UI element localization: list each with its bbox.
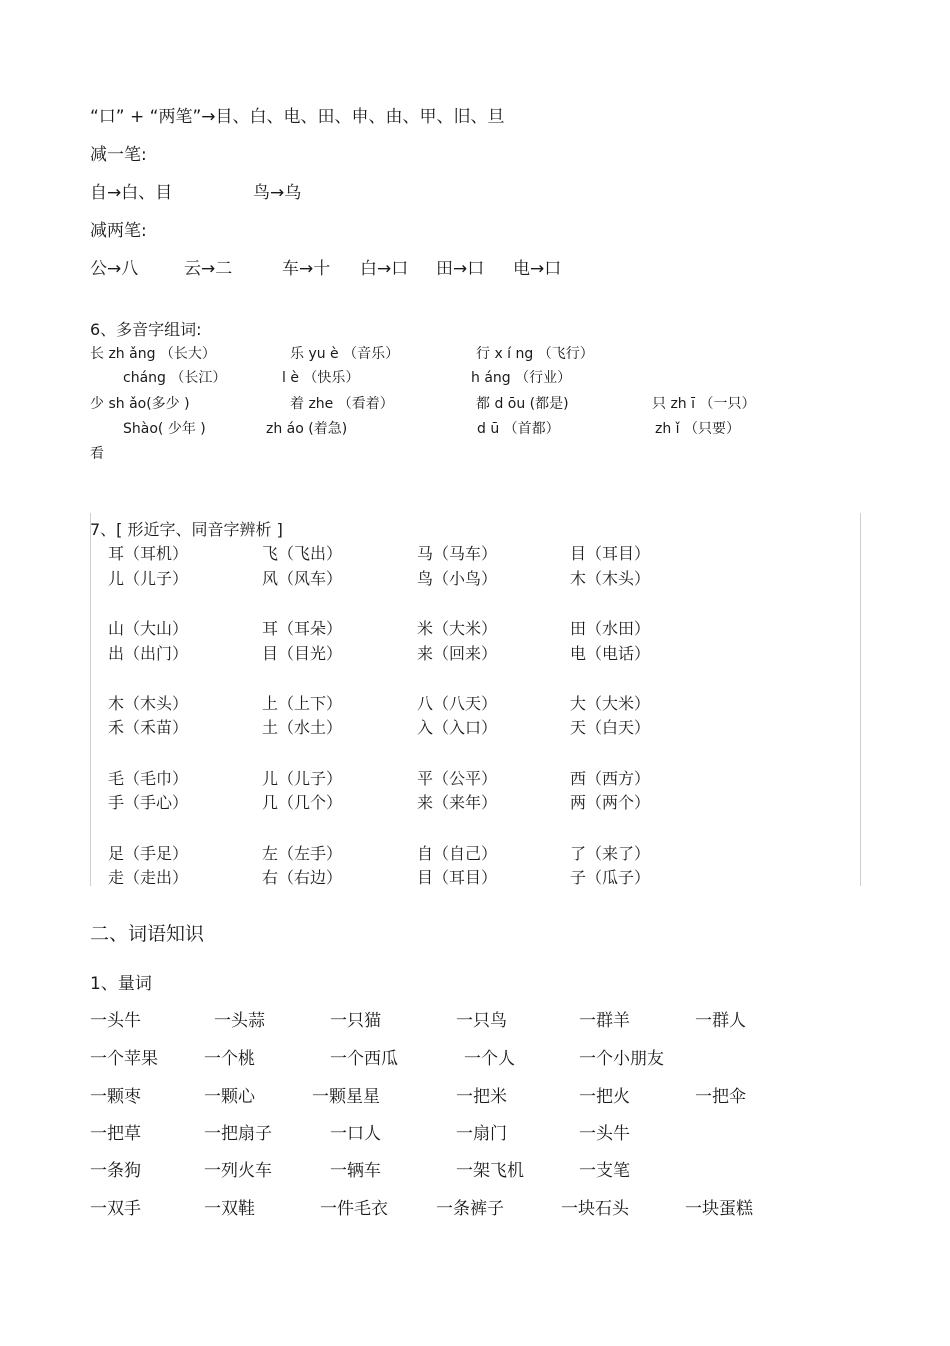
- measure-words-title: 1、量词: [90, 974, 152, 994]
- part-2-heading: 二、词语知识: [90, 923, 205, 945]
- measure-word: 一架飞机: [456, 1161, 524, 1181]
- similar-char-entry: 禾（禾苗）: [108, 718, 189, 737]
- similar-char-entry: 木（木头）: [108, 694, 189, 713]
- measure-word: 一双手: [90, 1199, 141, 1219]
- measure-word: 一把伞: [695, 1087, 746, 1107]
- minus-two-item: 白→口: [360, 259, 409, 279]
- measure-word: 一头牛: [579, 1124, 630, 1144]
- similar-char-entry: 土（水土）: [262, 718, 343, 737]
- minus-one-title: 减一笔:: [90, 145, 147, 165]
- similar-char-entry: 目（耳目）: [417, 868, 498, 887]
- measure-word: 一颗星星: [312, 1087, 380, 1107]
- box-left-border: [90, 513, 91, 886]
- similar-char-entry: 几（几个）: [262, 793, 343, 812]
- measure-word: 一口人: [330, 1124, 381, 1144]
- similar-char-entry: 入（入口）: [417, 718, 498, 737]
- measure-word: 一把扇子: [204, 1124, 272, 1144]
- measure-word: 一个人: [464, 1049, 515, 1069]
- measure-word: 一双鞋: [204, 1199, 255, 1219]
- polyphone-entry: 只 zh ī （一只）: [652, 396, 756, 412]
- polyphone-entry: 着 zhe （看着）: [290, 396, 394, 412]
- similar-char-entry: 来（回来）: [417, 644, 498, 663]
- section-6-title: 6、多音字组词:: [90, 320, 202, 339]
- polyphone-entry: l è （快乐）: [282, 370, 360, 386]
- similar-char-entry: 出（出门）: [108, 644, 189, 663]
- measure-word: 一头牛: [90, 1011, 141, 1031]
- measure-word: 一群人: [695, 1011, 746, 1031]
- measure-word: 一个小朋友: [579, 1049, 664, 1069]
- measure-word: 一把米: [456, 1087, 507, 1107]
- measure-word: 一颗枣: [90, 1087, 141, 1107]
- minus-one-item: 鸟→乌: [253, 183, 302, 203]
- similar-char-entry: 毛（毛巾）: [108, 769, 189, 788]
- polyphone-entry: cháng （长江）: [123, 370, 227, 386]
- similar-char-entry: 耳（耳机）: [108, 544, 189, 563]
- similar-char-entry: 天（白天）: [570, 718, 651, 737]
- measure-word: 一块石头: [561, 1199, 629, 1219]
- measure-word: 一只猫: [330, 1011, 381, 1031]
- similar-char-entry: 右（右边）: [262, 868, 343, 887]
- similar-char-entry: 子（瓜子）: [570, 868, 651, 887]
- measure-word: 一个苹果: [90, 1049, 158, 1069]
- minus-two-item: 云→二: [184, 259, 233, 279]
- similar-char-entry: 八（八天）: [417, 694, 498, 713]
- measure-word: 一扇门: [456, 1124, 507, 1144]
- polyphone-entry: zh ǐ （只要）: [655, 421, 741, 437]
- similar-char-entry: 了（来了）: [570, 844, 651, 863]
- similar-char-entry: 足（手足）: [108, 844, 189, 863]
- polyphone-entry: Shào( 少年 ): [123, 421, 206, 437]
- similar-char-entry: 手（手心）: [108, 793, 189, 812]
- similar-char-entry: 山（大山）: [108, 619, 189, 638]
- similar-char-entry: 大（大米）: [570, 694, 651, 713]
- section-7-title: 7、[ 形近字、同音字辨析 ]: [90, 520, 283, 539]
- polyphone-entry: 少 sh ǎo(多少 ): [90, 396, 190, 412]
- similar-char-entry: 木（木头）: [570, 569, 651, 588]
- measure-word: 一块蛋糕: [685, 1199, 753, 1219]
- similar-char-entry: 儿（儿子）: [262, 769, 343, 788]
- polyphone-entry: 行 x í ng （飞行）: [476, 346, 594, 362]
- polyphone-entry: 看: [90, 446, 104, 462]
- measure-word: 一只鸟: [456, 1011, 507, 1031]
- similar-char-entry: 西（西方）: [570, 769, 651, 788]
- measure-word: 一颗心: [204, 1087, 255, 1107]
- similar-char-entry: 风（风车）: [262, 569, 343, 588]
- minus-one-item: 自→白、目: [90, 183, 173, 203]
- polyphone-entry: zh áo (着急): [266, 421, 348, 437]
- similar-char-entry: 鸟（小鸟）: [417, 569, 498, 588]
- similar-char-entry: 田（水田）: [570, 619, 651, 638]
- similar-char-entry: 走（走出）: [108, 868, 189, 887]
- polyphone-entry: 乐 yu è （音乐）: [290, 346, 400, 362]
- measure-word: 一条狗: [90, 1161, 141, 1181]
- polyphone-entry: d ū （首都）: [477, 421, 560, 437]
- measure-word: 一支笔: [579, 1161, 630, 1181]
- stroke-rule-line: “口” + “两笔”→目、白、电、田、申、由、甲、旧、旦: [90, 107, 505, 127]
- similar-char-entry: 上（上下）: [262, 694, 343, 713]
- minus-two-title: 减两笔:: [90, 221, 147, 241]
- measure-word: 一件毛衣: [320, 1199, 388, 1219]
- polyphone-entry: h áng （行业）: [471, 370, 572, 386]
- similar-char-entry: 儿（儿子）: [108, 569, 189, 588]
- similar-char-entry: 目（耳目）: [570, 544, 651, 563]
- similar-char-entry: 两（两个）: [570, 793, 651, 812]
- minus-two-item: 田→口: [436, 259, 485, 279]
- minus-two-item: 公→八: [90, 259, 139, 279]
- similar-char-entry: 飞（飞出）: [262, 544, 343, 563]
- measure-word: 一个桃: [204, 1049, 255, 1069]
- similar-char-entry: 左（左手）: [262, 844, 343, 863]
- box-right-border: [860, 513, 861, 886]
- measure-word: 一头蒜: [214, 1011, 265, 1031]
- measure-word: 一条裤子: [436, 1199, 504, 1219]
- measure-word: 一把草: [90, 1124, 141, 1144]
- polyphone-entry: 长 zh ǎng （长大）: [90, 346, 216, 362]
- measure-word: 一个西瓜: [330, 1049, 398, 1069]
- minus-two-item: 电→口: [513, 259, 562, 279]
- similar-char-entry: 平（公平）: [417, 769, 498, 788]
- similar-char-entry: 目（目光）: [262, 644, 343, 663]
- measure-word: 一群羊: [579, 1011, 630, 1031]
- polyphone-entry: 都 d ōu (都是): [476, 396, 569, 412]
- similar-char-entry: 米（大米）: [417, 619, 498, 638]
- similar-char-entry: 电（电话）: [570, 644, 651, 663]
- similar-char-entry: 自（自己）: [417, 844, 498, 863]
- similar-char-entry: 马（马车）: [417, 544, 498, 563]
- measure-word: 一辆车: [330, 1161, 381, 1181]
- measure-word: 一把火: [579, 1087, 630, 1107]
- similar-char-entry: 耳（耳朵）: [262, 619, 343, 638]
- minus-two-item: 车→十: [282, 259, 331, 279]
- measure-word: 一列火车: [204, 1161, 272, 1181]
- similar-char-entry: 来（来年）: [417, 793, 498, 812]
